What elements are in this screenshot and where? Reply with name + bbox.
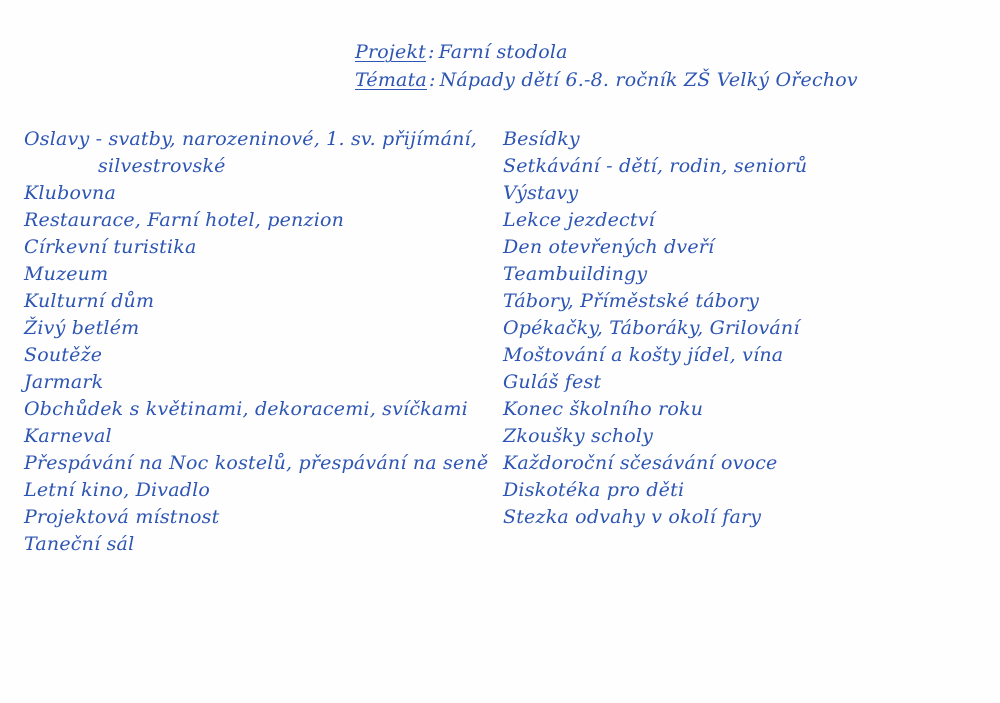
left-idea-list	[24, 126, 494, 558]
colon-separator: :	[428, 69, 436, 91]
list-item: Diskotéka pro děti	[503, 479, 685, 501]
list-item: Tábory, Příměstské tábory	[503, 290, 760, 312]
list-item: Zkoušky scholy	[503, 425, 654, 447]
list-item: Výstavy	[503, 182, 579, 204]
list-item: Jarmark	[24, 371, 104, 393]
list-item: Besídky	[503, 128, 580, 150]
list-item: Teambuildingy	[503, 263, 648, 285]
list-item: Každoroční sčesávání ovoce	[503, 452, 778, 474]
project-title: Farní stodola	[438, 41, 568, 63]
list-item: Setkávání - dětí, rodin, seniorů	[503, 155, 808, 177]
list-item: Restaurace, Farní hotel, penzion	[24, 209, 345, 231]
list-item: Moštování a košty jídel, vína	[503, 344, 784, 366]
list-item: Církevní turistika	[24, 236, 197, 258]
list-item: Klubovna	[24, 182, 117, 204]
list-item: Letní kino, Divadlo	[24, 479, 211, 501]
list-item: Taneční sál	[24, 533, 135, 555]
list-item: Oslavy - svatby, narozeninové, 1. sv. přijímání,	[24, 128, 478, 150]
list-item: Konec školního roku	[503, 398, 704, 420]
colon-separator: :	[428, 41, 435, 63]
topics-title: Nápady dětí 6.-8. ročník ZŠ Velký Ořechov	[439, 69, 858, 91]
project-line	[355, 38, 858, 66]
list-item: Guláš fest	[503, 371, 602, 393]
topics-label: Témata	[355, 69, 427, 91]
list-item: Živý betlém	[24, 317, 140, 339]
list-item: Karneval	[24, 425, 112, 447]
list-item: Opékačky, Táboráky, Grilování	[503, 317, 800, 339]
list-item: Den otevřených dveří	[503, 236, 715, 258]
list-item: Stezka odvahy v okolí fary	[503, 506, 762, 528]
list-item: Obchůdek s květinami, dekoracemi, svíčkami	[24, 398, 468, 420]
topics-line	[355, 66, 858, 94]
list-item: Soutěže	[24, 344, 103, 366]
list-item: Lekce jezdectví	[503, 209, 655, 231]
list-item-continuation: silvestrovské	[98, 155, 226, 177]
list-item: Kulturní dům	[24, 290, 155, 312]
list-item: Přespávání na Noc kostelů, přespávání na seně	[24, 452, 489, 474]
project-label: Projekt	[355, 41, 426, 63]
list-item: Muzeum	[24, 263, 109, 285]
document-header	[355, 38, 858, 94]
list-item: Projektová místnost	[24, 506, 220, 528]
right-idea-list	[503, 126, 808, 531]
